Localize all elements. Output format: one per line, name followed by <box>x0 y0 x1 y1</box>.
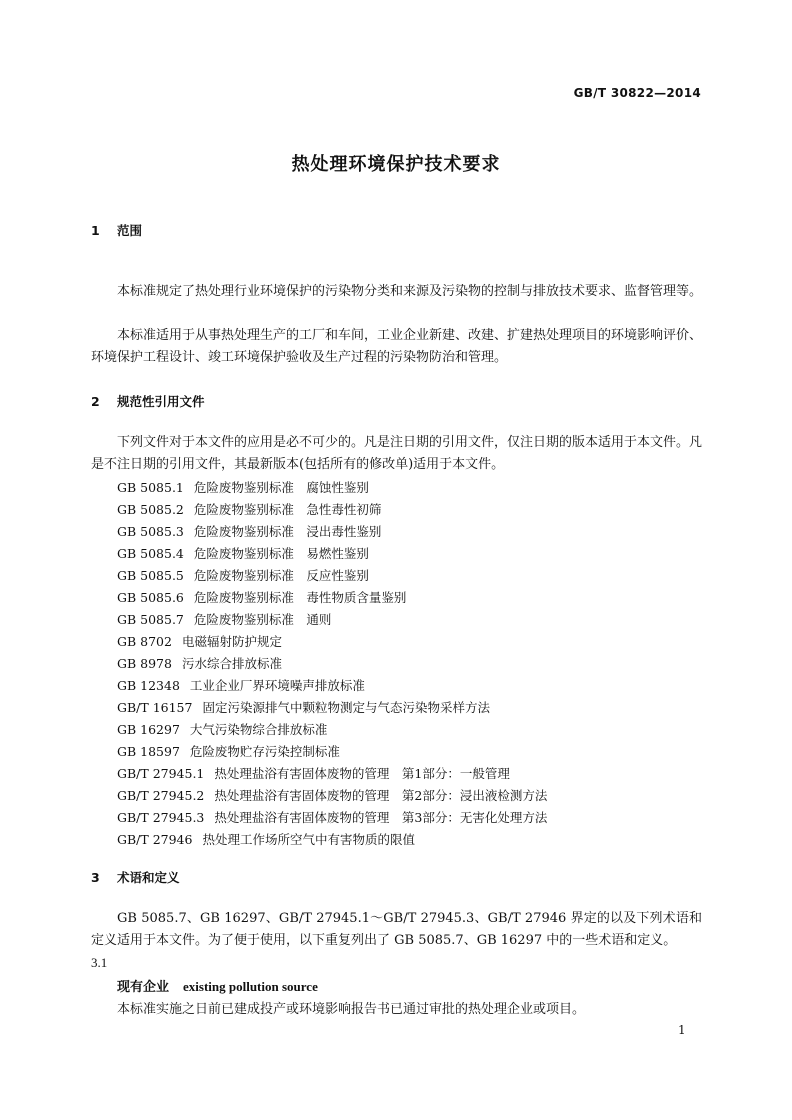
reference-title: 工业企业厂界环境噪声排放标准 <box>189 678 365 693</box>
scope-paragraph: 本标准适用于从事热处理生产的工厂和车间，工业企业新建、改建、扩建热处理项目的环境影响评价、环境保护工程设计、竣工环境保护验收及生产过程的污染物防治和管理。 <box>91 328 703 365</box>
section-heading-terms-definitions <box>91 868 180 886</box>
terms-intro: GB 5085.7、GB 16297、GB/T 27945.1～GB/T 27945.3、GB/T 27946 界定的以及下列术语和定义适用于本文件。为了便于使用，以下重复列出了 GB 5085.7、GB 16297 中的一些术语和定义。 <box>91 911 702 948</box>
reference-item <box>117 720 327 738</box>
reference-title: 固定污染源排气中颗粒物测定与气态污染物采样方法 <box>202 700 490 715</box>
reference-code: GB 12348 <box>117 678 180 693</box>
reference-title: 危险废物鉴别标准 腐蚀性鉴别 <box>193 480 369 495</box>
reference-item <box>117 698 490 716</box>
section-heading-normative-references <box>91 392 205 410</box>
reference-code: GB 16297 <box>117 722 180 737</box>
reference-code: GB 5085.2 <box>117 502 184 517</box>
reference-code: GB 5085.5 <box>117 568 184 583</box>
reference-item <box>117 610 331 628</box>
reference-title: 大气污染物综合排放标准 <box>189 722 328 737</box>
reference-code: GB 5085.7 <box>117 612 184 627</box>
section-title: 规范性引用文件 <box>117 394 205 409</box>
reference-item <box>117 830 415 848</box>
reference-item <box>117 764 510 782</box>
term-chinese: 现有企业 <box>117 980 170 995</box>
reference-code: GB 5085.4 <box>117 546 184 561</box>
normative-intro: 下列文件对于本文件的应用是必不可少的。凡是注日期的引用文件，仅注日期的版本适用于本文件。凡是不注日期的引用文件，其最新版本(包括所有的修改单)适用于本文件。 <box>91 435 703 472</box>
reference-code: GB 5085.6 <box>117 590 184 605</box>
reference-code: GB/T 27945.2 <box>117 788 205 803</box>
reference-title: 危险废物贮存污染控制标准 <box>189 744 340 759</box>
reference-item <box>117 676 365 694</box>
reference-item <box>117 808 547 826</box>
reference-code: GB/T 27945.3 <box>117 810 205 825</box>
reference-title: 电磁辐射防护规定 <box>181 634 282 649</box>
scope-paragraph: 本标准规定了热处理行业环境保护的污染物分类和来源及污染物的控制与排放技术要求、监督管理等。 <box>117 284 703 299</box>
section-title: 范围 <box>117 223 143 238</box>
term-number: 3.1 <box>91 955 108 970</box>
reference-item <box>117 742 340 760</box>
reference-item <box>117 522 381 540</box>
reference-code: GB 5085.3 <box>117 524 184 539</box>
term-english: existing pollution source <box>183 979 318 994</box>
reference-code: GB/T 27945.1 <box>117 766 205 781</box>
reference-item <box>117 566 369 584</box>
term-definition: 本标准实施之日前已建成投产或环境影响报告书已通过审批的热处理企业或项目。 <box>117 1002 586 1017</box>
section-number: 3 <box>91 870 100 885</box>
reference-item <box>117 632 282 650</box>
reference-item <box>117 478 369 496</box>
reference-title: 热处理盐浴有害固体废物的管理 第3部分：无害化处理方法 <box>214 810 548 825</box>
reference-title: 热处理盐浴有害固体废物的管理 第1部分：一般管理 <box>214 766 510 781</box>
reference-item <box>117 588 406 606</box>
reference-item <box>117 654 282 672</box>
reference-item <box>117 786 547 804</box>
reference-title: 危险废物鉴别标准 反应性鉴别 <box>193 568 369 583</box>
reference-code: GB/T 16157 <box>117 700 193 715</box>
reference-title: 危险废物鉴别标准 浸出毒性鉴别 <box>193 524 382 539</box>
reference-title: 危险废物鉴别标准 易燃性鉴别 <box>193 546 369 561</box>
reference-title: 危险废物鉴别标准 毒性物质含量鉴别 <box>193 590 407 605</box>
section-title: 术语和定义 <box>117 870 180 885</box>
reference-title: 危险废物鉴别标准 通则 <box>193 612 332 627</box>
reference-code: GB/T 27946 <box>117 832 193 847</box>
section-heading-scope <box>91 221 142 239</box>
document-title: 热处理环境保护技术要求 <box>291 154 501 175</box>
reference-code: GB 8702 <box>117 634 172 649</box>
reference-title: 热处理工作场所空气中有害物质的限值 <box>202 832 415 847</box>
reference-code: GB 8978 <box>117 656 172 671</box>
reference-title: 危险废物鉴别标准 急性毒性初筛 <box>193 502 382 517</box>
reference-code: GB 18597 <box>117 744 180 759</box>
section-number: 2 <box>91 394 100 409</box>
reference-title: 污水综合排放标准 <box>181 656 282 671</box>
term-heading <box>117 976 318 995</box>
reference-title: 热处理盐浴有害固体废物的管理 第2部分：浸出液检测方法 <box>214 788 548 803</box>
reference-code: GB 5085.1 <box>117 480 184 495</box>
reference-item <box>117 544 369 562</box>
reference-item <box>117 500 381 518</box>
page-number: 1 <box>678 1023 686 1037</box>
section-number: 1 <box>91 223 100 238</box>
standard-number: GB/T 30822—2014 <box>573 86 701 100</box>
